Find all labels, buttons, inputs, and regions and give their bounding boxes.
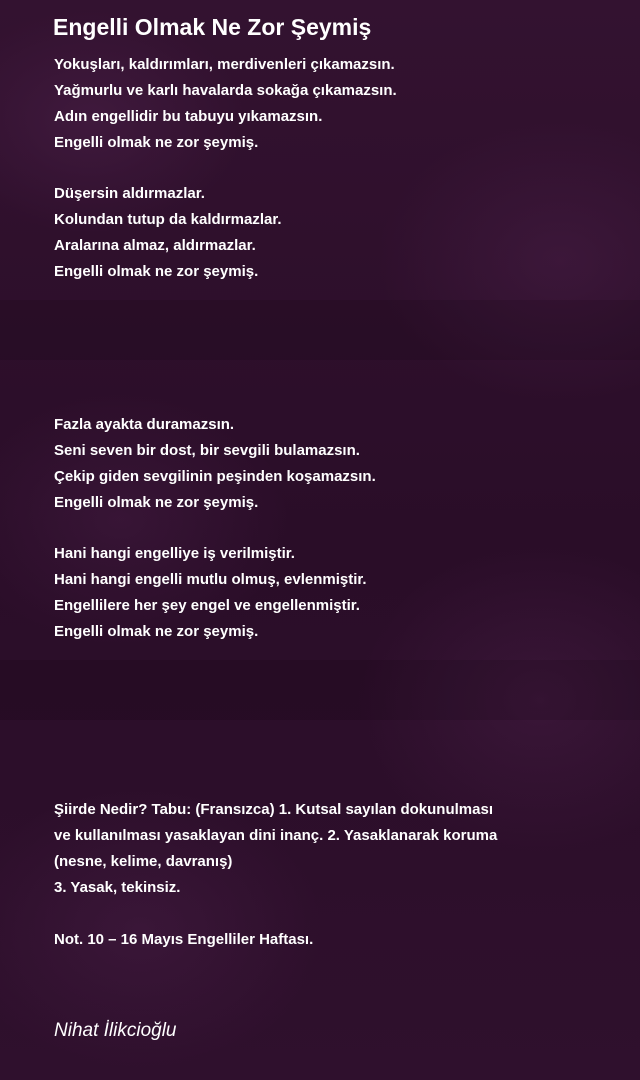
poem-note-week [54, 927, 313, 953]
poem-line: Engelli olmak ne zor şeymiş. [54, 623, 259, 640]
note-line: Not. 10 – 16 Mayıs Engelliler Haftası. [54, 931, 314, 948]
poem-line: Seni seven bir dost, bir sevgili bulamazsın. [54, 442, 360, 459]
poem-line: Adın engellidir bu tabuyu yıkamazsın. [54, 108, 323, 125]
note-line: 3. Yasak, tekinsiz. [54, 879, 181, 896]
poem-line: Hani hangi engelli mutlu olmuş, evlenmiştir. [54, 571, 367, 588]
poem-line: Yağmurlu ve karlı havalarda sokağa çıkamazsın. [54, 82, 397, 99]
poem-stanza-1 [54, 52, 397, 156]
note-line: ve kullanılması yasaklayan dini inanç. 2. Yasaklanarak koruma [54, 827, 498, 844]
poem-note-definition [54, 797, 497, 901]
poem-line: Çekip giden sevgilinin peşinden koşamazsın. [54, 468, 376, 485]
poem-line: Engellilere her şey engel ve engellenmiştir. [54, 597, 360, 614]
poem-line: Aralarına almaz, aldırmazlar. [54, 237, 256, 254]
poem-line: Fazla ayakta duramazsın. [54, 416, 235, 433]
poem-line: Yokuşları, kaldırımları, merdivenleri çıkamazsın. [54, 56, 395, 73]
poem-line: Engelli olmak ne zor şeymiş. [54, 263, 259, 280]
poem-stanza-3 [54, 412, 376, 516]
poem-stanza-2 [54, 181, 282, 285]
note-line: (nesne, kelime, davranış) [54, 853, 233, 870]
poem-line: Düşersin aldırmazlar. [54, 185, 205, 202]
background-band [0, 300, 640, 360]
poem-line: Engelli olmak ne zor şeymiş. [54, 134, 259, 151]
note-line: Şiirde Nedir? Tabu: (Fransızca) 1. Kutsal sayılan dokunulması [54, 801, 493, 818]
background-band [0, 660, 640, 720]
poem-line: Kolundan tutup da kaldırmazlar. [54, 211, 282, 228]
poem-title: Engelli Olmak Ne Zor Şeymiş [53, 14, 372, 40]
poem-author: Nihat İlikcioğlu [54, 1020, 177, 1041]
poem-line: Hani hangi engelliye iş verilmiştir. [54, 545, 295, 562]
poem-line: Engelli olmak ne zor şeymiş. [54, 494, 259, 511]
poem-stanza-4 [54, 541, 367, 645]
